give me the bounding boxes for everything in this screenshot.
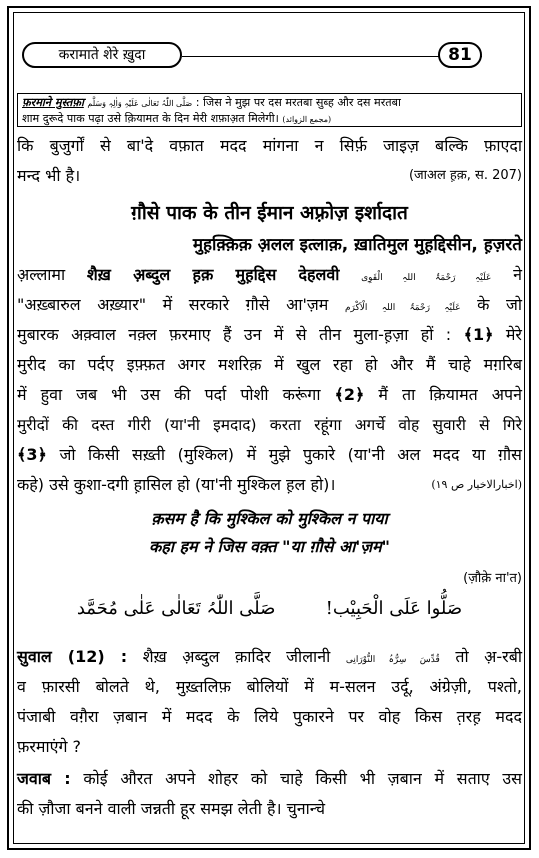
question-label: सुवाल (12) :	[17, 647, 128, 666]
body-line: मुह़क़्क़िक़ अ़लल इत्लाक़, ख़ातिमुल मुह़द्दिसीन, ह़ज़रते	[192, 235, 522, 255]
body-text: अ़ल्लामा	[17, 265, 66, 284]
body-line	[17, 474, 522, 496]
body-line: मुरीदों की दस्त गीरी (या'नी इमदाद) करता रहूंगा अगर्चे वोह सुवारी से गिरे	[17, 416, 522, 434]
body-line	[17, 165, 522, 187]
header-rule	[182, 56, 482, 57]
page-number-badge: 81	[438, 42, 482, 68]
notice-salutation: صَلَّی اللّٰہُ تَعَالٰی عَلَیْہِ وَاٰلِہٖ وَسَلَّم	[87, 99, 193, 108]
verse-reference: (ज़ौक़े ना'त)	[463, 571, 522, 586]
verse-line: कहा हम ने जिस वक़्त "या ग़ौसे आ'ज़म"	[148, 537, 391, 556]
scholar-name: शैख़ अ़ब्दुल ह़क़ मुह़द्दिस देहलवी	[86, 265, 340, 284]
arabic-honorific: عَلَیْہِ رَحْمَۃُ اللہِ الْاَکْرَم	[344, 303, 461, 313]
hadith-notice-box	[17, 93, 522, 127]
section-heading: ग़ौसे पाक के तीन ईमान अफ़्रोज़ इर्शादात	[131, 202, 408, 224]
numbered-marker: ﴾2﴿	[334, 385, 365, 404]
durood-response: صَلَّی اللّٰہُ تَعَالٰی عَلٰی مُحَمَّد	[76, 598, 276, 619]
body-text: मुबारक अक़्वाल नक़्ल फ़रमाए हैं उन में से तीन मुला-ह़ज़ा हों :	[17, 325, 452, 344]
body-line: पंजाबी वग़ैरा ज़बान में मदद के लिये पुकारने पर वोह किस त़रह़ मदद	[17, 707, 522, 726]
notice-label: फ़रमाने मुस्तफ़ा	[22, 96, 84, 109]
body-text: कहे) उसे कुशा-दगी ह़ासिल हो (या'नी मुश्किल ह़ल हो)।	[17, 475, 336, 494]
body-text: तो अ़-रबी	[455, 647, 523, 666]
notice-line-2	[22, 111, 517, 127]
reference: (اخبارالاخیار ص ۱۹)	[431, 478, 522, 491]
body-text: के जो	[477, 295, 523, 314]
body-line	[17, 384, 522, 406]
body-text: "अख़्बारुल अख़्यार" में सरकारे ग़ौसे आ'ज़म	[17, 295, 329, 314]
body-text: मेरे	[505, 325, 522, 344]
body-text: जो किसी सख़्ती (मुश्किल) में मुझे पुकारे (या'नी अल मदद या ग़ौस	[59, 445, 522, 464]
notice-text-1: : जिस ने मुझ पर दस मरतबा सुब्ह और दस मरतबा	[195, 96, 401, 109]
body-line	[17, 768, 522, 790]
arabic-honorific: عَلَیْہِ رَحْمَۃُ اللہِ الْقَوِی	[361, 273, 492, 283]
numbered-marker: ﴾3﴿	[17, 445, 47, 464]
body-line: कि बुजुर्गों से बा'दे वफ़ात मदद मांगना न सिर्फ़ जाइज़ बल्कि फ़ाएदा	[17, 136, 522, 155]
arabic-honorific: قُدِّسَ سِرُّہُ النُّوْرَانِی	[345, 655, 440, 665]
body-line	[17, 444, 522, 466]
body-line: मुरीद का पर्दए इफ़्फ़त अगर मशरिक़ में खुल रहा हो और मैं चाहे मग़रिब	[17, 355, 522, 374]
book-title-badge: करामाते शेरे ख़ुदा	[22, 42, 182, 68]
body-text: शैख़ अ़ब्दुल क़ादिर जीलानी	[142, 647, 331, 666]
reference: (जाअल ह़क़, स. 207)	[408, 168, 522, 183]
notice-line-1	[22, 95, 517, 111]
durood-line	[17, 598, 522, 620]
answer-label: जवाब :	[17, 769, 71, 788]
durood-call: صَلُّوا عَلَی الْحَبِیْب!	[325, 598, 463, 619]
body-line	[17, 646, 522, 671]
body-line: की ज़ौजा बनने वाली जन्नती हूर समझ लेती है। चुनान्चे	[17, 799, 326, 818]
body-text: मैं ता क़ियामत अपने	[378, 385, 522, 404]
verse-line: क़सम है कि मुश्किल को मुश्किल न पाया	[151, 509, 388, 528]
body-line	[17, 264, 522, 289]
body-line: व फ़ारसी बोलते थे, मुख़्तलिफ़ बोलियों में म-सलन उर्दू, अंग्रेज़ी, पश्तो,	[17, 677, 522, 696]
notice-source: (مجمع الزوائد)	[282, 115, 332, 124]
body-line	[17, 324, 522, 346]
body-text: मन्द भी है।	[17, 166, 81, 185]
body-line	[17, 294, 522, 319]
numbered-marker: ﴾1﴿	[463, 325, 494, 344]
body-text: में हुवा जब भी उस की पर्दा पोशी करूंगा	[17, 385, 321, 404]
notice-text-2: शाम दुरूदे पाक पढ़ा उसे क़ियामत के दिन मेरी शफ़ाअ़त मिलेगी।	[22, 112, 279, 125]
body-text: ने	[513, 265, 522, 284]
body-text: कोई औरत अपने शोहर को चाहे किसी भी ज़बान में सताए उस	[83, 769, 522, 788]
body-line: फ़रमाएंगे ?	[17, 737, 82, 756]
